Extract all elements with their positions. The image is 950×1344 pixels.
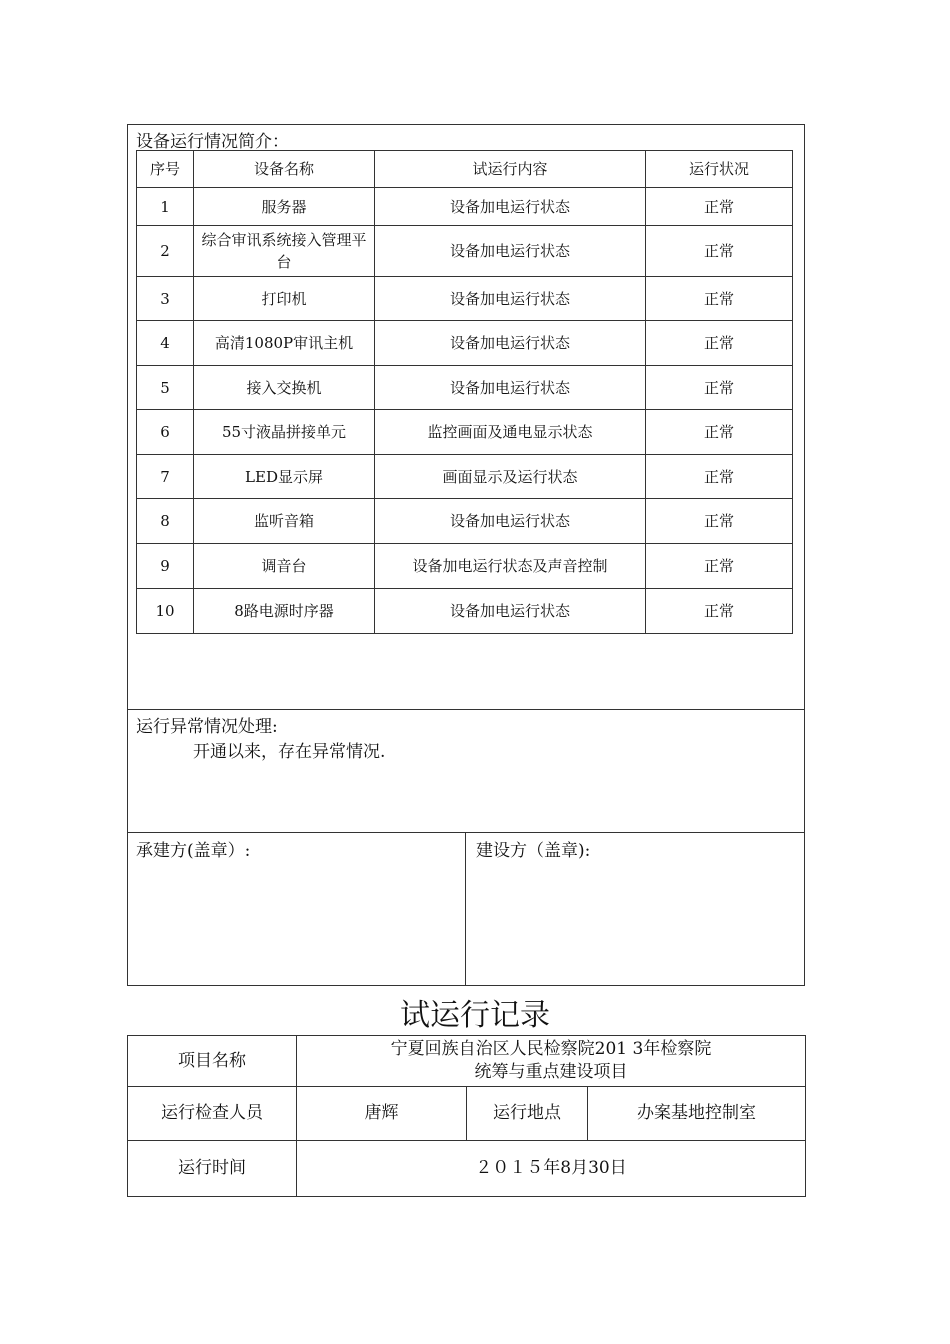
- table-row: [137, 188, 793, 226]
- row-status: 正常: [646, 226, 793, 277]
- row-index: 5: [137, 366, 194, 410]
- row-status: 正常: [646, 321, 793, 366]
- row-index: 7: [137, 455, 194, 499]
- signature-divider: [465, 832, 466, 985]
- row-trial-content: 设备加电运行状态: [375, 277, 646, 321]
- row-device-name: 高清1080P审讯主机: [194, 321, 375, 366]
- row-trial-content: 设备加电运行状态: [375, 321, 646, 366]
- row-device-name: 调音台: [194, 544, 375, 589]
- row-status: 正常: [646, 366, 793, 410]
- row-device-name: 接入交换机: [194, 366, 375, 410]
- row-trial-content: 设备加电运行状态: [375, 226, 646, 277]
- record-row-project: [128, 1036, 806, 1087]
- row-device-name: 监听音箱: [194, 499, 375, 544]
- contractor-seal-label: 承建方(盖章）:: [136, 841, 251, 861]
- row-index: 10: [137, 589, 194, 634]
- table-row: [137, 226, 793, 277]
- inspector-label: 运行检查人员: [128, 1087, 297, 1141]
- equipment-section-label: 设备运行情况简介：: [136, 132, 289, 152]
- builder-seal-label: 建设方（盖章):: [476, 841, 591, 861]
- row-device-name: 55寸液晶拼接单元: [194, 410, 375, 455]
- project-name-label: 项目名称: [128, 1036, 297, 1087]
- row-status: 正常: [646, 188, 793, 226]
- row-index: 8: [137, 499, 194, 544]
- record-row-time: [128, 1141, 806, 1197]
- row-device-name: 8路电源时序器: [194, 589, 375, 634]
- project-name-line1: 宁夏回族自治区人民检察院201 3年检察院: [390, 1039, 712, 1059]
- table-row: [137, 366, 793, 410]
- row-trial-content: 设备加电运行状态及声音控制: [375, 544, 646, 589]
- row-index: 1: [137, 188, 194, 226]
- row-status: 正常: [646, 455, 793, 499]
- row-device-name: LED显示屏: [194, 455, 375, 499]
- equipment-table-header: [137, 151, 793, 188]
- row-trial-content: 画面显示及运行状态: [375, 455, 646, 499]
- row-device-name: 综合审讯系统接入管理平台: [194, 226, 375, 277]
- header-status: 运行状况: [646, 151, 793, 188]
- row-trial-content: 设备加电运行状态: [375, 499, 646, 544]
- table-row: [137, 277, 793, 321]
- equipment-table: [136, 150, 793, 634]
- location-value: 办案基地控制室: [588, 1087, 806, 1141]
- section-divider: [127, 832, 805, 833]
- table-row: [137, 589, 793, 634]
- row-index: 3: [137, 277, 194, 321]
- row-trial-content: 设备加电运行状态: [375, 589, 646, 634]
- header-trial-content: 试运行内容: [375, 151, 646, 188]
- table-row: [137, 455, 793, 499]
- row-status: 正常: [646, 410, 793, 455]
- row-index: 2: [137, 226, 194, 277]
- record-row-inspector: [128, 1087, 806, 1141]
- table-row: [137, 499, 793, 544]
- row-trial-content: 监控画面及通电显示状态: [375, 410, 646, 455]
- time-value: ２０１５年8月30日: [297, 1141, 806, 1197]
- header-device-name: 设备名称: [194, 151, 375, 188]
- row-device-name: 打印机: [194, 277, 375, 321]
- project-name-line2: 统筹与重点建设项目: [474, 1062, 628, 1082]
- project-name-value: [297, 1036, 806, 1087]
- row-index: 6: [137, 410, 194, 455]
- row-status: 正常: [646, 589, 793, 634]
- table-row: [137, 321, 793, 366]
- section-divider: [127, 709, 805, 710]
- row-status: 正常: [646, 277, 793, 321]
- inspector-value: 唐辉: [297, 1087, 467, 1141]
- table-row: [137, 410, 793, 455]
- table-row: [137, 544, 793, 589]
- row-status: 正常: [646, 499, 793, 544]
- header-index: 序号: [137, 151, 194, 188]
- row-trial-content: 设备加电运行状态: [375, 366, 646, 410]
- record-table: [127, 1035, 806, 1197]
- row-device-name: 服务器: [194, 188, 375, 226]
- abnormal-section-text: 开通以来，存在异常情况.: [193, 742, 386, 762]
- document-title: 试运行记录: [400, 998, 550, 1033]
- location-label: 运行地点: [467, 1087, 588, 1141]
- row-status: 正常: [646, 544, 793, 589]
- row-index: 4: [137, 321, 194, 366]
- time-label: 运行时间: [128, 1141, 297, 1197]
- row-index: 9: [137, 544, 194, 589]
- row-trial-content: 设备加电运行状态: [375, 188, 646, 226]
- abnormal-section-label: 运行异常情况处理:: [136, 717, 278, 737]
